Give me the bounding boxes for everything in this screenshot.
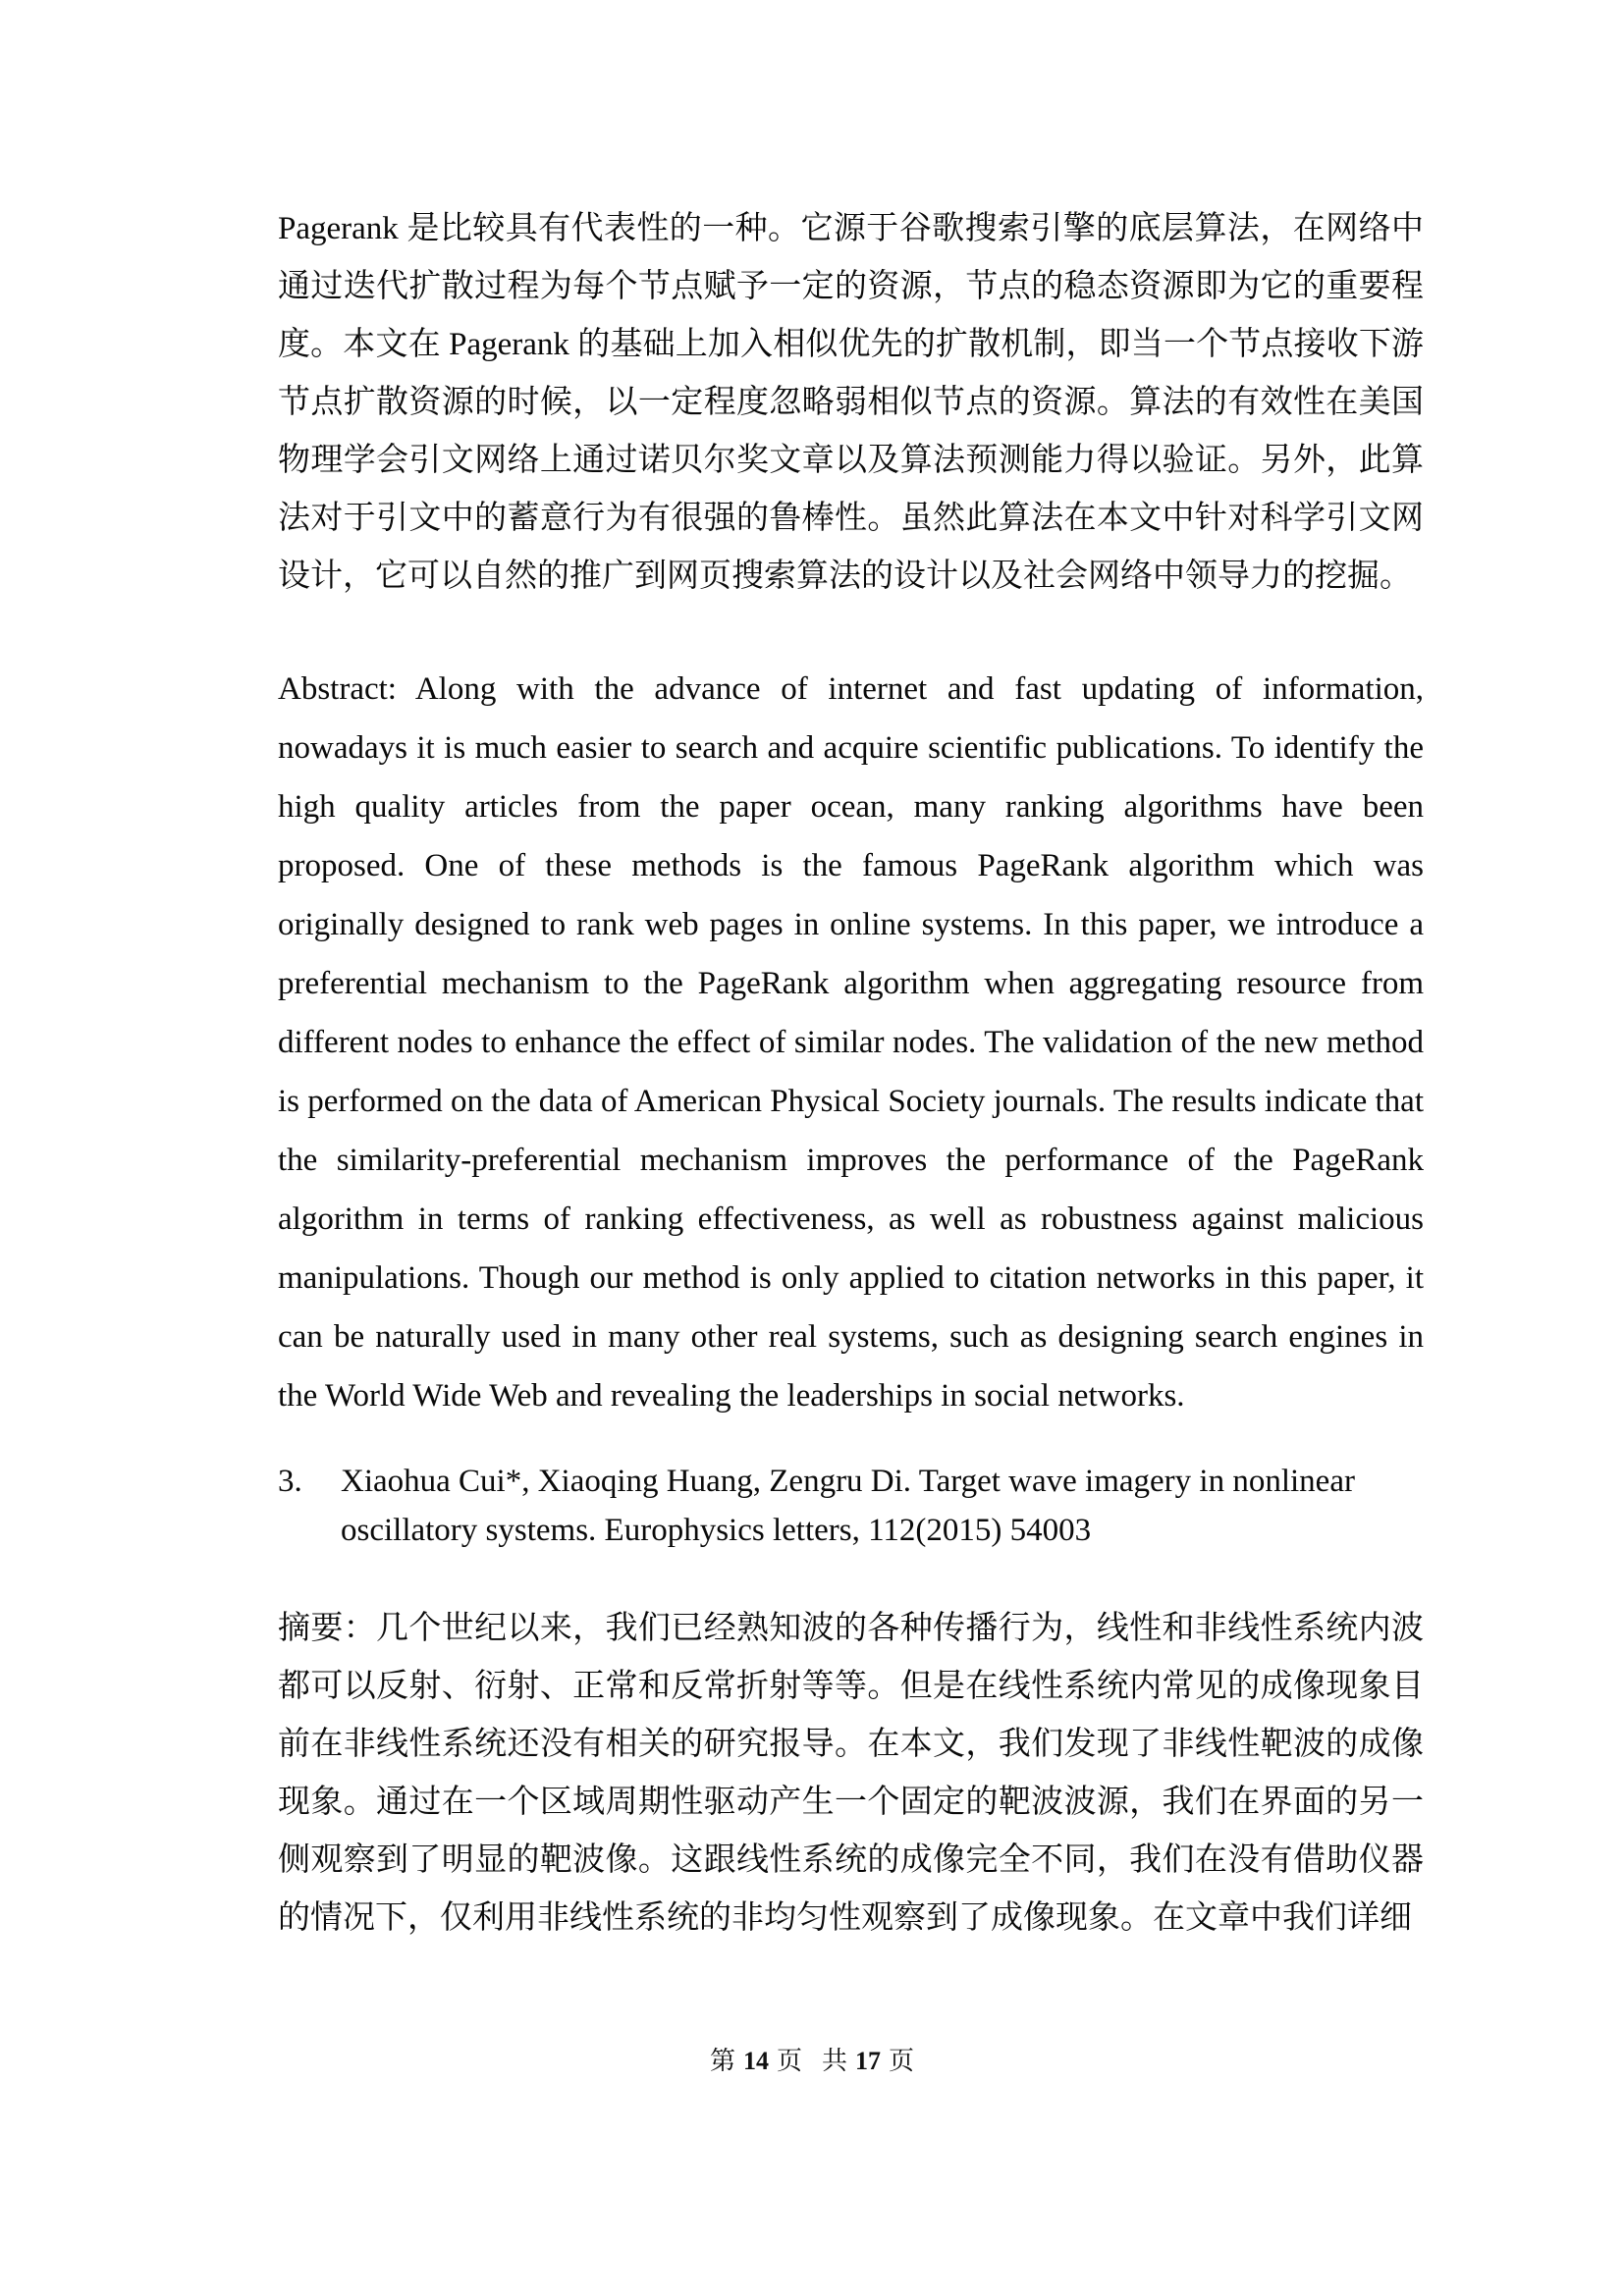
abstract-paragraph-cn: 摘要：几个世纪以来，我们已经熟知波的各种传播行为，线性和非线性系统内波都可以反射、衍射、正常和反常折射等等。但是在线性系统内常见的成像现象目前在非线性系统还没有相关的研究报导。在本文，我们发现了非线性靶波的成像现象。通过在一个区域周期性驱动产生一个固定的靶波波源，我们在界面的另一侧观察到了明显的靶波像。这跟线性系统的成像完全不同，我们在没有借助仪器的情况下，仅利用非线性系统的非均匀性观察到了成像现象。在文章中我们详细 [278,1611,1424,1936]
abstract-paragraph-en: Abstract: Along with the advance of internet and fast updating of information, nowadays it is much easier to search and acquire scientific publications. To identify the high quality articles from the paper ocean, many ranking algorithms have been proposed. One of these methods is the famous PageRank algorithm which was originally designed to rank web pages in online systems. In this paper, we introduce a preferential mechanism to the PageRank algorithm when aggregating resource from different nodes to enhance the effect of similar nodes. The validation of the new method is performed on the data of American Physical Society journals. The results indicate that the similarity-preferential mechanism improves the performance of the PageRank algorithm in terms of ranking effectiveness, as well as robustness against malicious manipulations. Though our method is only applied to citation networks in this paper, it can be naturally used in many other real systems, such as designing search engines in the World Wide Web and revealing the leaderships in social networks. [278,671,1424,1414]
page-footer [0,2046,1624,2077]
reference-text: Xiaohua Cui*, Xiaoqing Huang, Zengru Di. Target wave imagery in nonlinear oscillatory systems. Europhysics letters, 112(2015) 54003 [341,1464,1355,1548]
footer-label-page-unit: 页 [776,2047,802,2075]
footer-label-total-unit: 页 [889,2047,915,2075]
reference-item [278,1457,1487,1555]
footer-label-page-prefix: 第 [709,2047,735,2075]
footer-page-number: 14 [742,2047,769,2075]
footer-label-total-prefix: 共 [822,2047,848,2075]
body-paragraph-pagerank-cn: Pagerank 是比较具有代表性的一种。它源于谷歌搜索引擎的底层算法，在网络中通过迭代扩散过程为每个节点赋予一定的资源，节点的稳态资源即为它的重要程度。本文在 Pagerank 的基础上加入相似优先的扩散机制，即当一个节点接收下游节点扩散资源的时候，以一定程度忽略弱相似节点的资源。算法的有效性在美国物理学会引文网络上通过诺贝尔奖文章以及算法预测能力得以验证。另外，此算法对于引文中的蓄意行为有很强的鲁棒性。虽然此算法在本文中针对科学引文网设计，它可以自然的推广到网页搜索算法的设计以及社会网络中领导力的挖掘。 [278,211,1424,594]
footer-total-number: 17 [855,2047,882,2075]
reference-number: 3. [278,1464,302,1499]
